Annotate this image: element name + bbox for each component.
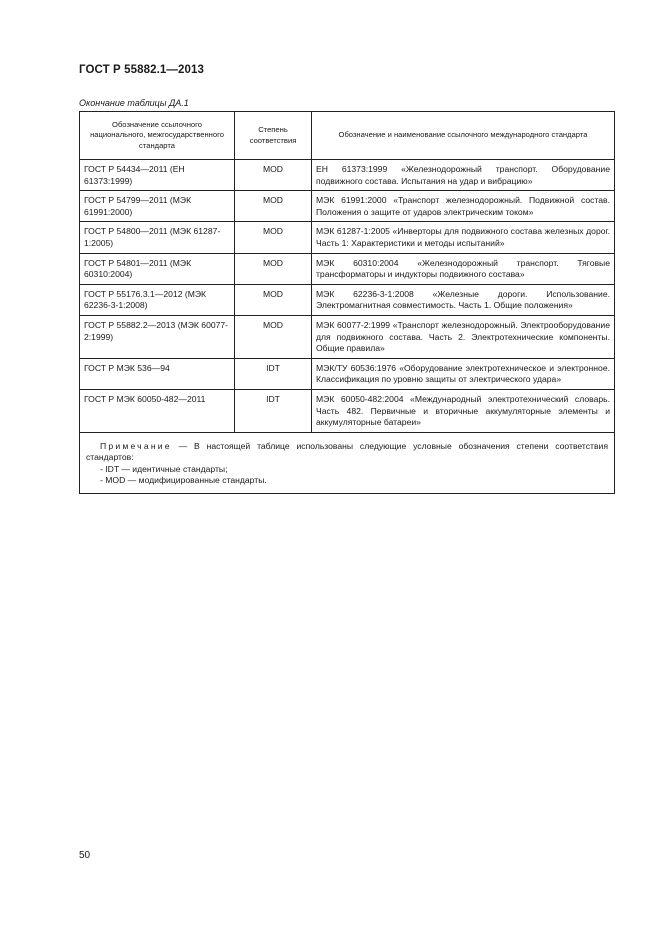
international-standard-cell: МЭК 60310:2004 «Железнодорожный транспорт. Тяговые трансформаторы и индукторы подвижного состава» xyxy=(312,253,615,284)
international-standard-cell: МЭК 61991:2000 «Транспорт железнодорожный. Подвижной состав. Положения о защите от ударов электрическим током» xyxy=(312,191,615,222)
table-row xyxy=(80,253,615,284)
national-standard-cell: ГОСТ Р 55882.2—2013 (МЭК 60077-2:1999) xyxy=(80,315,235,358)
note-paragraph xyxy=(86,441,608,464)
column-header-international-standard: Обозначение и наименование ссылочного международного стандарта xyxy=(312,112,615,160)
degree-cell: MOD xyxy=(235,160,312,191)
column-header-national-standard: Обозначение ссылочного национального, межгосударственного стандарта xyxy=(80,112,235,160)
table-note xyxy=(80,432,615,493)
page-number: 50 xyxy=(79,850,91,861)
table-row xyxy=(80,222,615,253)
degree-cell: MOD xyxy=(235,315,312,358)
national-standard-cell: ГОСТ Р МЭК 60050-482—2011 xyxy=(80,389,235,432)
national-standard-cell: ГОСТ Р 54801—2011 (МЭК 60310:2004) xyxy=(80,253,235,284)
international-standard-cell: МЭК 62236-3-1:2008 «Железные дороги. Использование. Электромагнитная совместимость. Часть 1. Общие положения» xyxy=(312,284,615,315)
international-standard-cell: МЭК 60077-2:1999 «Транспорт железнодорожный. Электрооборудование для подвижного состава. Часть 2. Электротехнические компоненты. Общие правила» xyxy=(312,315,615,358)
column-header-degree: Степень соответствия xyxy=(235,112,312,160)
degree-cell: IDT xyxy=(235,389,312,432)
table-row xyxy=(80,160,615,191)
international-standard-cell: ЕН 61373:1999 «Железнодорожный транспорт. Оборудование подвижного состава. Испытания на удар и вибрацию» xyxy=(312,160,615,191)
table-row xyxy=(80,315,615,358)
national-standard-cell: ГОСТ Р 54434—2011 (ЕН 61373:1999) xyxy=(80,160,235,191)
table-caption: Окончание таблицы ДА.1 xyxy=(79,98,189,108)
note-text: — В настоящей таблице использованы следующие условные обозначения степени соответствия стандартов: xyxy=(86,440,608,463)
international-standard-cell: МЭК 60050-482:2004 «Международный электротехнический словарь. Часть 482. Первичные и вторичные аккумуляторные элементы и аккумуляторные батареи» xyxy=(312,389,615,432)
international-standard-cell: МЭК/ТУ 60536:1976 «Оборудование электротехническое и электронное. Классификация по уровню защиты от электрического удара» xyxy=(312,358,615,389)
national-standard-cell: ГОСТ Р 54799—2011 (МЭК 61991:2000) xyxy=(80,191,235,222)
degree-cell: MOD xyxy=(235,222,312,253)
table-row xyxy=(80,358,615,389)
degree-cell: MOD xyxy=(235,253,312,284)
table-row xyxy=(80,389,615,432)
degree-cell: MOD xyxy=(235,284,312,315)
note-label: Примечание xyxy=(100,440,172,451)
international-standard-cell: МЭК 61287-1:2005 «Инверторы для подвижного состава железных дорог. Часть 1: Характеристики и методы испытаний» xyxy=(312,222,615,253)
degree-cell: IDT xyxy=(235,358,312,389)
note-item: - MOD — модифицированные стандарты. xyxy=(100,475,267,486)
national-standard-cell: ГОСТ Р 55176.3.1—2012 (МЭК 62236-3-1:2008) xyxy=(80,284,235,315)
table-header-row xyxy=(80,112,615,160)
reference-standards-table xyxy=(79,111,615,494)
note-item: - IDT — идентичные стандарты; xyxy=(100,463,228,474)
table-row xyxy=(80,284,615,315)
national-standard-cell: ГОСТ Р 54800—2011 (МЭК 61287-1:2005) xyxy=(80,222,235,253)
table-row xyxy=(80,191,615,222)
national-standard-cell: ГОСТ Р МЭК 536—94 xyxy=(80,358,235,389)
degree-cell: MOD xyxy=(235,191,312,222)
document-header: ГОСТ Р 55882.1—2013 xyxy=(79,64,204,76)
table-note-row xyxy=(80,432,615,493)
